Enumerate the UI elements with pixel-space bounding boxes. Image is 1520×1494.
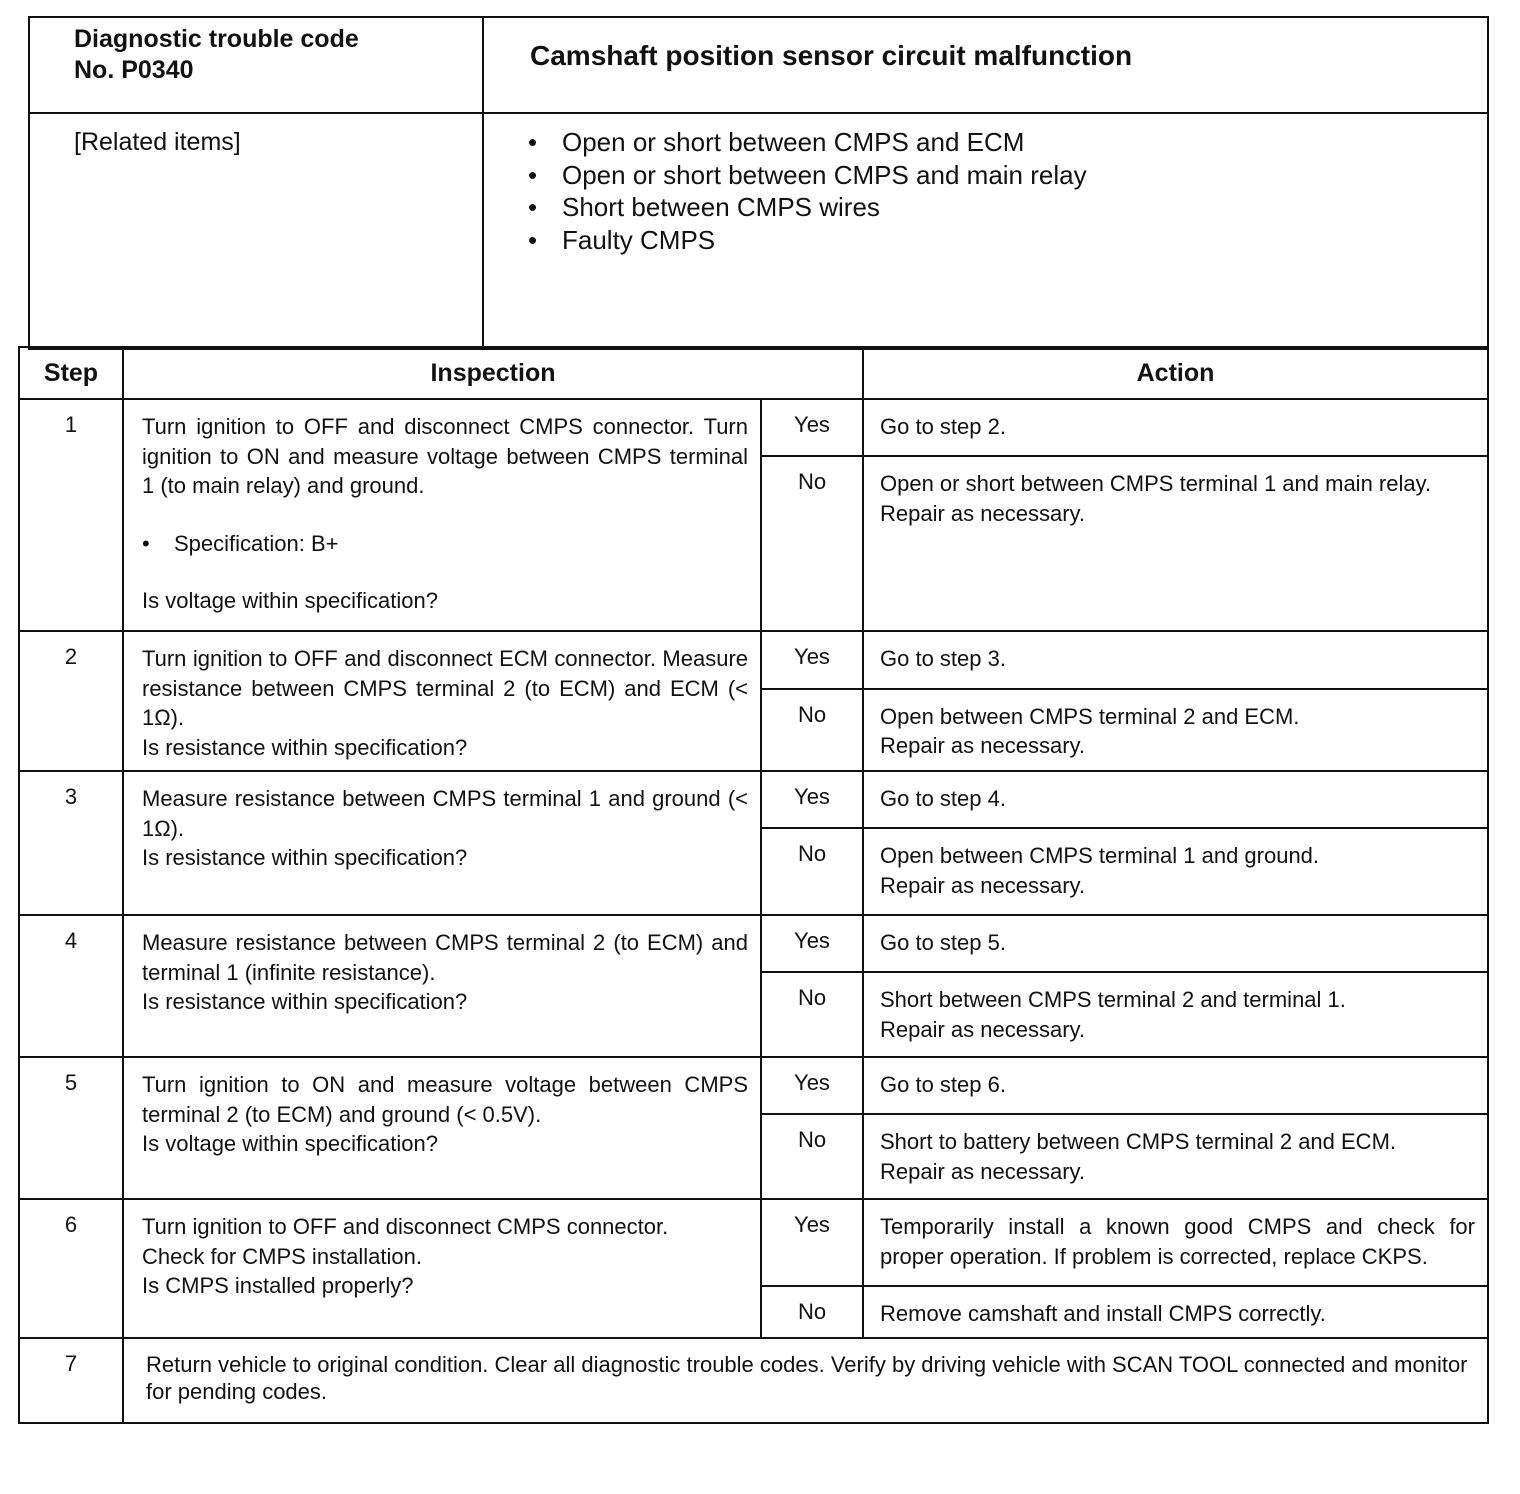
action-text: Remove camshaft and install CMPS correctly. <box>880 1301 1326 1326</box>
inspection-text: Turn ignition to ON and measure voltage between CMPS terminal 2 (to ECM) and ground (< 0.5V). <box>142 1072 748 1127</box>
inspection-text: Turn ignition to OFF and disconnect CMPS connector. <box>142 1214 669 1239</box>
yes-label: Yes <box>761 399 863 456</box>
related-items-cell <box>483 113 1488 349</box>
action-text: Short to battery between CMPS terminal 2 and ECM. <box>880 1129 1397 1154</box>
no-label: No <box>761 828 863 915</box>
step-number: 6 <box>19 1199 123 1338</box>
inspection-question: Is resistance within specification? <box>142 734 468 760</box>
step-number: 4 <box>19 915 123 1057</box>
dtc-code-number: No. P0340 <box>74 56 194 84</box>
step-number: 5 <box>19 1057 123 1199</box>
dtc-header-table <box>28 16 1489 350</box>
action-text: Short between CMPS terminal 2 and terminal 1. <box>880 987 1346 1012</box>
step-inspection <box>123 771 761 915</box>
yes-action: Go to step 2. <box>863 399 1488 456</box>
inspection-question: Is resistance within specification? <box>142 845 468 870</box>
diagnostic-steps-table <box>18 346 1489 1424</box>
table-row <box>19 915 1488 972</box>
step-number: 1 <box>19 399 123 631</box>
yes-action: Temporarily install a known good CMPS and check for proper operation. If problem is corrected, replace CKPS. <box>863 1199 1488 1286</box>
final-step-text: Return vehicle to original condition. Clear all diagnostic trouble codes. Verify by driving vehicle with SCAN TOOL connected and monitor for pending codes. <box>123 1338 1488 1423</box>
table-header-row <box>19 347 1488 399</box>
action-text: Open between CMPS terminal 2 and ECM. <box>880 703 1300 729</box>
step-inspection <box>123 399 761 631</box>
action-text: Repair as necessary. <box>880 1016 1086 1042</box>
inspection-text: Check for CMPS installation. <box>142 1243 422 1269</box>
inspection-text: Measure resistance between CMPS terminal 2 (to ECM) and terminal 1 (infinite resistance). <box>142 930 748 985</box>
table-row <box>19 631 1488 689</box>
table-row <box>19 1199 1488 1286</box>
inspection-question: Is resistance within specification? <box>142 989 468 1014</box>
table-row <box>19 399 1488 456</box>
related-item: • Open or short between CMPS and main relay <box>528 159 1487 192</box>
action-text: Open between CMPS terminal 1 and ground. <box>880 843 1320 868</box>
step-inspection <box>123 1199 761 1338</box>
yes-action: Go to step 5. <box>863 915 1488 972</box>
no-label: No <box>761 456 863 631</box>
no-label: No <box>761 689 863 771</box>
no-action <box>863 1286 1488 1338</box>
inspection-question: Is CMPS installed properly? <box>142 1273 414 1298</box>
related-item: • Open or short between CMPS and ECM <box>528 126 1487 159</box>
no-action <box>863 1114 1488 1199</box>
column-header-action: Action <box>863 347 1488 399</box>
column-header-step: Step <box>19 347 123 399</box>
step-number: 7 <box>19 1338 123 1423</box>
yes-label: Yes <box>761 915 863 972</box>
related-items-label: [Related items] <box>29 113 483 349</box>
yes-action: Go to step 4. <box>863 771 1488 828</box>
related-items-list <box>528 126 1487 256</box>
step-inspection <box>123 915 761 1057</box>
action-text: Repair as necessary. <box>880 872 1086 898</box>
action-text: Repair as necessary. <box>880 733 1086 759</box>
no-action <box>863 689 1488 771</box>
dtc-title: Camshaft position sensor circuit malfunction <box>483 17 1488 113</box>
table-row <box>19 1338 1488 1423</box>
table-row <box>19 771 1488 828</box>
yes-label: Yes <box>761 1199 863 1286</box>
column-header-inspection: Inspection <box>123 347 863 399</box>
no-action <box>863 972 1488 1057</box>
yes-label: Yes <box>761 1057 863 1114</box>
related-item: • Short between CMPS wires <box>528 191 1487 224</box>
step-number: 3 <box>19 771 123 915</box>
inspection-question: Is voltage within specification? <box>142 1131 438 1156</box>
no-label: No <box>761 972 863 1057</box>
no-action <box>863 456 1488 631</box>
step-inspection <box>123 631 761 771</box>
table-row <box>19 1057 1488 1114</box>
inspection-spec: • Specification: B+ <box>142 529 748 559</box>
action-text: Repair as necessary. <box>880 1158 1086 1184</box>
no-label: No <box>761 1114 863 1199</box>
yes-label: Yes <box>761 631 863 689</box>
action-text: Repair as necessary. <box>880 500 1086 526</box>
dtc-code-label: Diagnostic trouble code <box>74 25 359 53</box>
action-text: Open or short between CMPS terminal 1 and main relay. <box>880 471 1432 496</box>
dtc-code-cell <box>29 17 483 113</box>
yes-label: Yes <box>761 771 863 828</box>
yes-action: Go to step 6. <box>863 1057 1488 1114</box>
inspection-text: Turn ignition to OFF and disconnect ECM connector. Measure resistance between CMPS terminal 2 (to ECM) and ECM (< 1Ω). <box>142 646 748 730</box>
inspection-question: Is voltage within specification? <box>142 588 438 613</box>
no-label: No <box>761 1286 863 1338</box>
no-action <box>863 828 1488 915</box>
step-number: 2 <box>19 631 123 771</box>
step-inspection <box>123 1057 761 1199</box>
inspection-text: Measure resistance between CMPS terminal 1 and ground (< 1Ω). <box>142 786 748 841</box>
related-item: • Faulty CMPS <box>528 224 1487 257</box>
yes-action: Go to step 3. <box>863 631 1488 689</box>
inspection-text: Turn ignition to OFF and disconnect CMPS connector. Turn ignition to ON and measure voltage between CMPS terminal 1 (to main relay) and ground. <box>142 414 748 498</box>
